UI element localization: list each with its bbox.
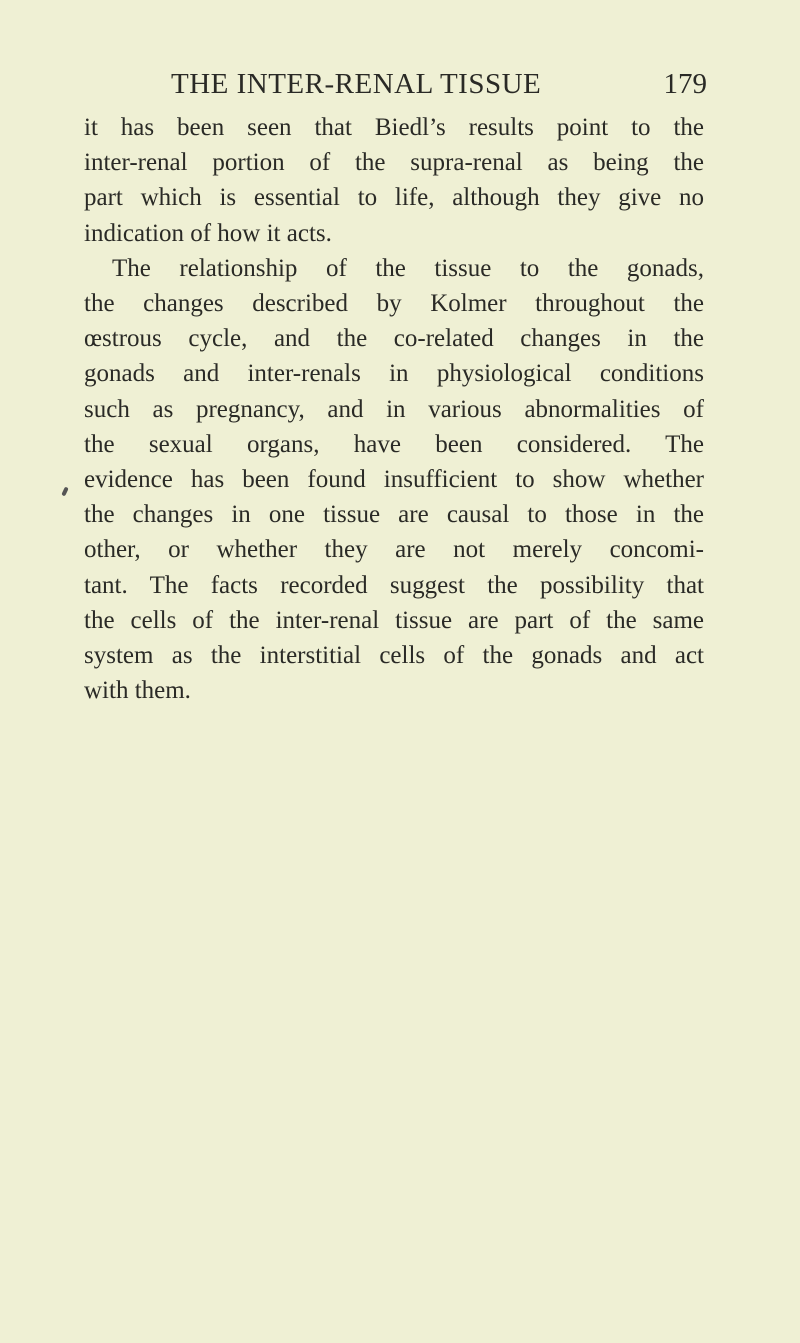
text-line: tant. The facts recorded suggest the possibility that (84, 571, 704, 599)
text-line: the cells of the inter-renal tissue are part of the same (84, 606, 704, 634)
body-text (84, 110, 704, 708)
text-line: with them. (84, 677, 191, 705)
text-line: indication of how it acts. (84, 219, 332, 247)
text-line: system as the interstitial cells of the gonads and act (84, 642, 704, 670)
text-line: the changes in one tissue are causal to those in the (84, 501, 704, 529)
text-line: inter-renal portion of the supra-renal as being the (84, 149, 704, 177)
page-number: 179 (663, 68, 707, 100)
text-line: gonads and inter-renals in physiological conditions (84, 360, 704, 388)
text-line: other, or whether they are not merely concomi- (84, 536, 704, 564)
text-line: such as pregnancy, and in various abnormalities of (84, 395, 704, 423)
paragraph-2 (84, 251, 704, 709)
paragraph-1 (84, 110, 704, 251)
text-line: evidence has been found insufficient to show whether (84, 466, 704, 494)
text-line: part which is essential to life, although they give no (84, 184, 704, 212)
stray-mark (61, 487, 68, 497)
text-line: œstrous cycle, and the co-related changes in the (84, 325, 704, 353)
text-line: The relationship of the tissue to the gonads, (112, 254, 704, 282)
text-line: the sexual organs, have been considered. The (84, 430, 704, 458)
text-line: the changes described by Kolmer throughout the (84, 290, 704, 318)
running-head (171, 64, 707, 104)
text-line: it has been seen that Biedl’s results point to the (84, 114, 704, 141)
running-title: THE INTER-RENAL TISSUE (171, 68, 542, 100)
